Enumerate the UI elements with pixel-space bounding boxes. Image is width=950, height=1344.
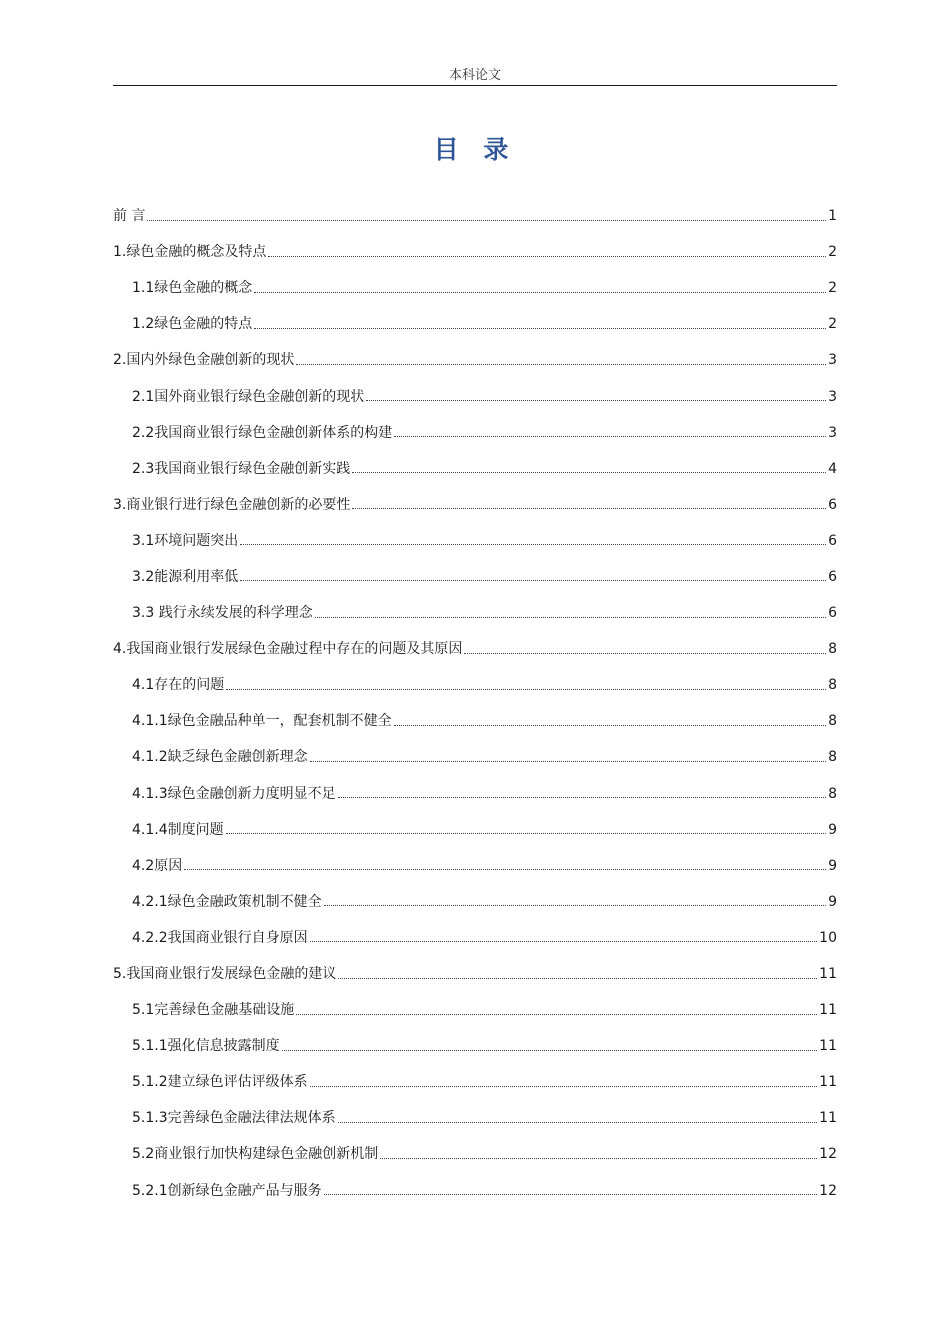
toc-entry[interactable] (113, 1064, 837, 1100)
toc-page-number: 6 (828, 532, 837, 549)
toc-entry[interactable] (113, 776, 837, 812)
toc-page-number: 11 (819, 1110, 837, 1127)
toc-dot-leader (352, 508, 826, 509)
toc-dot-leader (338, 1122, 818, 1123)
toc-entry[interactable] (113, 487, 837, 523)
toc-entry[interactable] (113, 1173, 837, 1209)
toc-entry-title: 1.绿色金融的概念及特点 (113, 244, 267, 261)
toc-title: 目 录 (433, 135, 517, 164)
toc-entry[interactable] (113, 1028, 837, 1064)
toc-page-number: 2 (828, 244, 837, 261)
toc-entry[interactable] (113, 703, 837, 739)
toc-entry-title: 5.1.1强化信息披露制度 (132, 1038, 280, 1055)
toc-entry-title: 1.2绿色金融的特点 (132, 316, 253, 333)
toc-entry-title: 3.1环境问题突出 (132, 532, 239, 549)
toc-dot-leader (184, 869, 826, 870)
toc-dot-leader (296, 364, 826, 365)
toc-dot-leader (324, 1194, 818, 1195)
toc-entry[interactable] (113, 559, 837, 595)
toc-entry-title: 4.我国商业银行发展绿色金融过程中存在的问题及其原因 (113, 641, 463, 658)
toc-entry[interactable] (113, 198, 837, 234)
toc-page-number: 3 (828, 424, 837, 441)
toc-page-number: 11 (819, 1038, 837, 1055)
toc-page-number: 6 (828, 496, 837, 513)
toc-entry[interactable] (113, 595, 837, 631)
toc-page-number: 8 (828, 785, 837, 802)
toc-dot-leader (338, 797, 826, 798)
header-rule (113, 85, 837, 86)
toc-entry-title: 5.2.1创新绿色金融产品与服务 (132, 1182, 322, 1199)
toc-entry[interactable] (113, 415, 837, 451)
toc-page-number: 1 (828, 208, 837, 225)
toc-dot-leader (226, 833, 826, 834)
toc-entry-title: 5.我国商业银行发展绿色金融的建议 (113, 966, 337, 983)
toc-page-number: 9 (828, 821, 837, 838)
toc-page-number: 8 (828, 713, 837, 730)
toc-entry[interactable] (113, 306, 837, 342)
toc-entry-title: 4.1.4制度问题 (132, 821, 224, 838)
toc-entry[interactable] (113, 812, 837, 848)
toc-entry-title: 5.1完善绿色金融基础设施 (132, 1002, 295, 1019)
toc-entry-title: 2.国内外绿色金融创新的现状 (113, 352, 295, 369)
toc-page-number: 12 (819, 1146, 837, 1163)
toc-entry-title: 4.1.2缺乏绿色金融创新理念 (132, 749, 308, 766)
toc-entry[interactable] (113, 270, 837, 306)
toc-dot-leader (352, 472, 826, 473)
toc-page-number: 6 (828, 568, 837, 585)
toc-dot-leader (366, 400, 826, 401)
toc-entry-title: 3.3 践行永续发展的科学理念 (132, 605, 313, 622)
toc-entry-title: 2.1国外商业银行绿色金融创新的现状 (132, 388, 365, 405)
toc-entry[interactable] (113, 884, 837, 920)
toc-entry[interactable] (113, 631, 837, 667)
toc-page-number: 11 (819, 1074, 837, 1091)
toc-entry-title: 4.2.2我国商业银行自身原因 (132, 929, 308, 946)
page-header: 本科论文 (448, 68, 501, 83)
toc-entry-title: 5.2商业银行加快构建绿色金融创新机制 (132, 1146, 379, 1163)
toc-entry[interactable] (113, 1136, 837, 1172)
toc-dot-leader (464, 653, 826, 654)
toc-entry[interactable] (113, 739, 837, 775)
toc-dot-leader (324, 905, 826, 906)
toc-entry[interactable] (113, 378, 837, 414)
toc-entry-title: 4.1存在的问题 (132, 677, 225, 694)
toc-entry-title: 4.1.1绿色金融品种单一，配套机制不健全 (132, 713, 392, 730)
toc-page-number: 8 (828, 749, 837, 766)
toc-dot-leader (296, 1014, 817, 1015)
table-of-contents (113, 198, 837, 1209)
toc-entry-title: 3.商业银行进行绿色金融创新的必要性 (113, 496, 351, 513)
toc-dot-leader (240, 544, 826, 545)
toc-page-number: 9 (828, 893, 837, 910)
toc-page-number: 11 (819, 1002, 837, 1019)
toc-page-number: 2 (828, 316, 837, 333)
toc-entry-title: 2.2我国商业银行绿色金融创新体系的构建 (132, 424, 393, 441)
toc-dot-leader (338, 978, 817, 979)
toc-entry-title: 5.1.2建立绿色评估评级体系 (132, 1074, 308, 1091)
toc-page-number: 10 (819, 929, 837, 946)
toc-entry[interactable] (113, 523, 837, 559)
toc-entry[interactable] (113, 1100, 837, 1136)
toc-entry-title: 4.2原因 (132, 857, 183, 874)
toc-entry-title: 5.1.3完善绿色金融法律法规体系 (132, 1110, 336, 1127)
toc-entry-title: 2.3我国商业银行绿色金融创新实践 (132, 460, 351, 477)
toc-page-number: 8 (828, 677, 837, 694)
toc-entry-title: 4.2.1绿色金融政策机制不健全 (132, 893, 322, 910)
toc-dot-leader (240, 580, 826, 581)
toc-dot-leader (254, 292, 826, 293)
toc-entry-title: 前 言 (113, 208, 146, 225)
toc-dot-leader (282, 1050, 818, 1051)
toc-dot-leader (310, 761, 826, 762)
toc-entry[interactable] (113, 956, 837, 992)
toc-dot-leader (268, 256, 826, 257)
toc-entry[interactable] (113, 451, 837, 487)
toc-page-number: 2 (828, 280, 837, 297)
toc-page-number: 6 (828, 605, 837, 622)
toc-entry[interactable] (113, 667, 837, 703)
toc-page-number: 8 (828, 641, 837, 658)
toc-dot-leader (226, 689, 826, 690)
toc-dot-leader (394, 725, 826, 726)
toc-entry-title: 1.1绿色金融的概念 (132, 280, 253, 297)
toc-dot-leader (254, 328, 826, 329)
toc-page-number: 3 (828, 388, 837, 405)
toc-entry[interactable] (113, 234, 837, 270)
toc-dot-leader (310, 1086, 818, 1087)
toc-dot-leader (315, 617, 826, 618)
toc-entry[interactable] (113, 920, 837, 956)
toc-page-number: 3 (828, 352, 837, 369)
toc-entry[interactable] (113, 848, 837, 884)
toc-dot-leader (394, 436, 826, 437)
toc-page-number: 12 (819, 1182, 837, 1199)
toc-entry-title: 4.1.3绿色金融创新力度明显不足 (132, 785, 336, 802)
toc-entry[interactable] (113, 992, 837, 1028)
toc-dot-leader (380, 1158, 817, 1159)
toc-entry-title: 3.2能源利用率低 (132, 568, 239, 585)
toc-page-number: 9 (828, 857, 837, 874)
toc-dot-leader (310, 941, 818, 942)
toc-page-number: 4 (828, 460, 837, 477)
toc-entry[interactable] (113, 342, 837, 378)
toc-dot-leader (147, 220, 826, 221)
toc-page-number: 11 (819, 966, 837, 983)
